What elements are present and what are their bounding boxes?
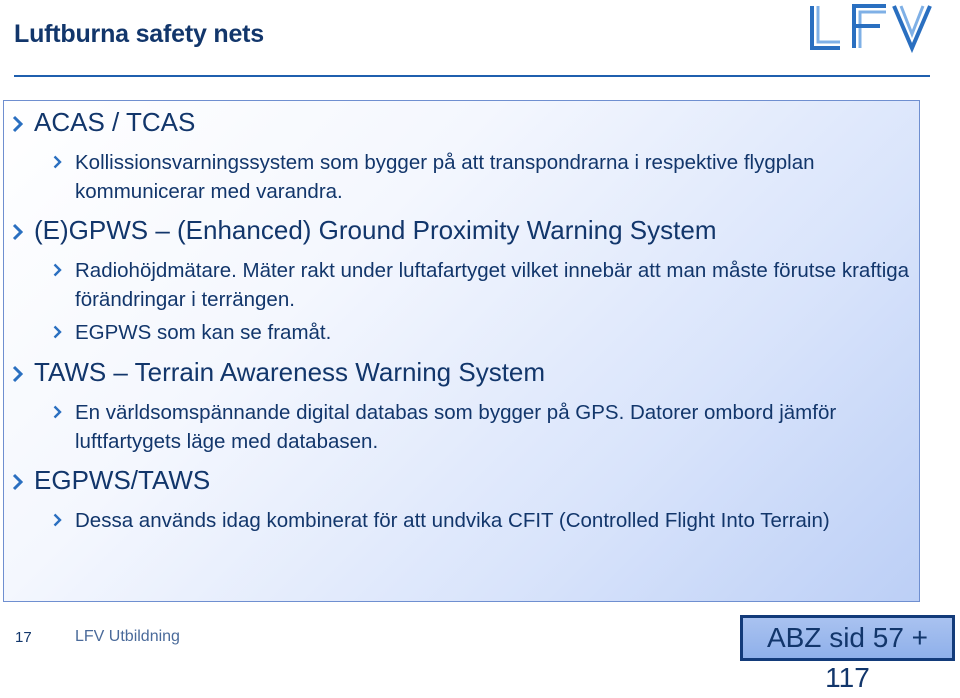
header-divider [14, 75, 930, 77]
bullet-acas-tcas [34, 107, 195, 138]
bullet-heading: TAWS – Terrain Awareness Warning System [34, 357, 546, 387]
lfv-logo [806, 2, 936, 54]
footer-organization: LFV Utbildning [75, 628, 180, 645]
reference-box: ABZ sid 57 + 117 [740, 615, 955, 661]
bullet-egpws-taws [34, 465, 210, 496]
chevron-right-icon [53, 405, 62, 419]
sub-bullet-text: EGPWS som kan se framåt. [75, 321, 332, 344]
sub-bullet-text: En världsomspännande digital databas som bygger på GPS. Datorer ombord jämför luftfartygets läge med databasen. [75, 401, 837, 453]
sub-bullet [75, 398, 930, 456]
chevron-right-icon [12, 115, 23, 133]
chevron-right-icon [53, 325, 62, 339]
sub-bullet-text: Dessa används idag kombinerat för att undvika CFIT (Controlled Flight Into Terrain) [75, 509, 830, 532]
bullet-heading: ACAS / TCAS [34, 107, 196, 137]
bullet-egpws [34, 215, 716, 246]
bullet-heading: EGPWS/TAWS [34, 465, 211, 495]
chevron-right-icon [12, 473, 23, 491]
chevron-right-icon [12, 223, 23, 241]
bullet-heading: (E)GPWS – (Enhanced) Ground Proximity Warning System [34, 215, 717, 245]
chevron-right-icon [12, 365, 23, 383]
slide-title: Luftburna safety nets [14, 20, 264, 48]
chevron-right-icon [53, 263, 62, 277]
bullet-taws [34, 357, 545, 388]
sub-bullet-text: Kollissionsvarningssystem som bygger på att transpondrarna i respektive flygplan kommunicerar med varandra. [75, 151, 815, 203]
sub-bullet [75, 506, 930, 535]
page-number: 17 [15, 629, 32, 646]
sub-bullet [75, 256, 930, 314]
sub-bullet-text: Radiohöjdmätare. Mäter rakt under luftafartyget vilket innebär att man måste förutse kraftiga förändringar i terrängen. [75, 259, 910, 311]
content-box [3, 100, 920, 602]
sub-bullet [75, 148, 930, 206]
chevron-right-icon [53, 155, 62, 169]
sub-bullet [75, 318, 930, 347]
chevron-right-icon [53, 513, 62, 527]
